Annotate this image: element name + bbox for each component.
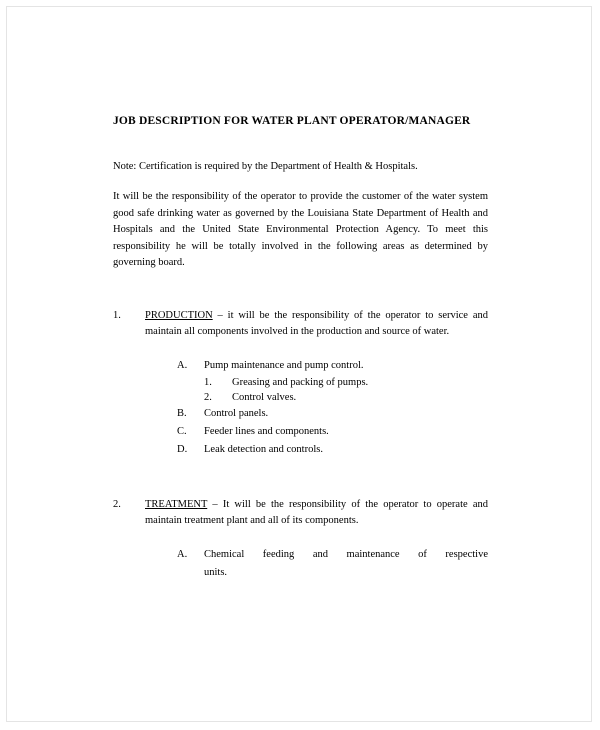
subsub-item-marker: 2. [204,391,212,403]
list-item [145,441,488,459]
list-item [145,357,488,375]
subsub-item-label: Greasing and packing of pumps. [232,376,369,388]
sub-item-marker: B. [177,407,187,419]
document-body [113,0,488,582]
section-heading: TREATMENT [145,498,208,510]
section-marker: 2. [113,498,121,510]
list-item [145,390,488,405]
subsub-item-label: Control valves. [232,391,297,403]
section-body-text: – it will be the responsibility of the operator to service and maintain all components involved in the production and source of water. [145,309,488,337]
section-heading: PRODUCTION [145,309,213,321]
subsub-item-marker: 1. [204,376,212,388]
sub-item-marker: D. [177,443,188,455]
sub-item-marker: A. [177,359,188,371]
sub-item-label: Control panels. [204,407,269,419]
section-marker: 1. [113,309,121,321]
sub-item-marker: C. [177,425,187,437]
list-item [145,405,488,423]
list-item [145,423,488,441]
list-item [145,375,488,390]
sub-item-marker: A. [177,548,188,560]
subsub-list-pump [145,375,488,405]
list-item [145,546,488,582]
sub-list-production [145,341,488,459]
sub-list-treatment [145,530,488,582]
page-title: JOB DESCRIPTION FOR WATER PLANT OPERATOR/MANAGER [113,115,471,127]
section-production [113,272,488,459]
sub-item-label: Pump maintenance and pump control. [204,359,364,371]
sub-item-label: Feeder lines and components. [204,425,329,437]
section-body-text: – It will be the responsibility of the operator to operate and maintain treatment plant and all of its components. [145,498,488,526]
section-heading-paragraph [145,308,488,341]
section-treatment [113,459,488,582]
intro-paragraph: It will be the responsibility of the operator to provide the customer of the water system good safe drinking water as governed by the Louisiana State Department of Health and Hospitals and the United State Environmental Protection Agency. To meet this responsibility he will be totally involved in the following areas as determined by governing board. [113,191,488,268]
note-line: Note: Certification is required by the Department of Health & Hospitals. [113,161,418,172]
section-heading-paragraph [145,497,488,530]
sub-item-label: Leak detection and controls. [204,443,323,455]
sub-item-label: Chemical feeding and maintenance of respective units. [204,548,488,578]
